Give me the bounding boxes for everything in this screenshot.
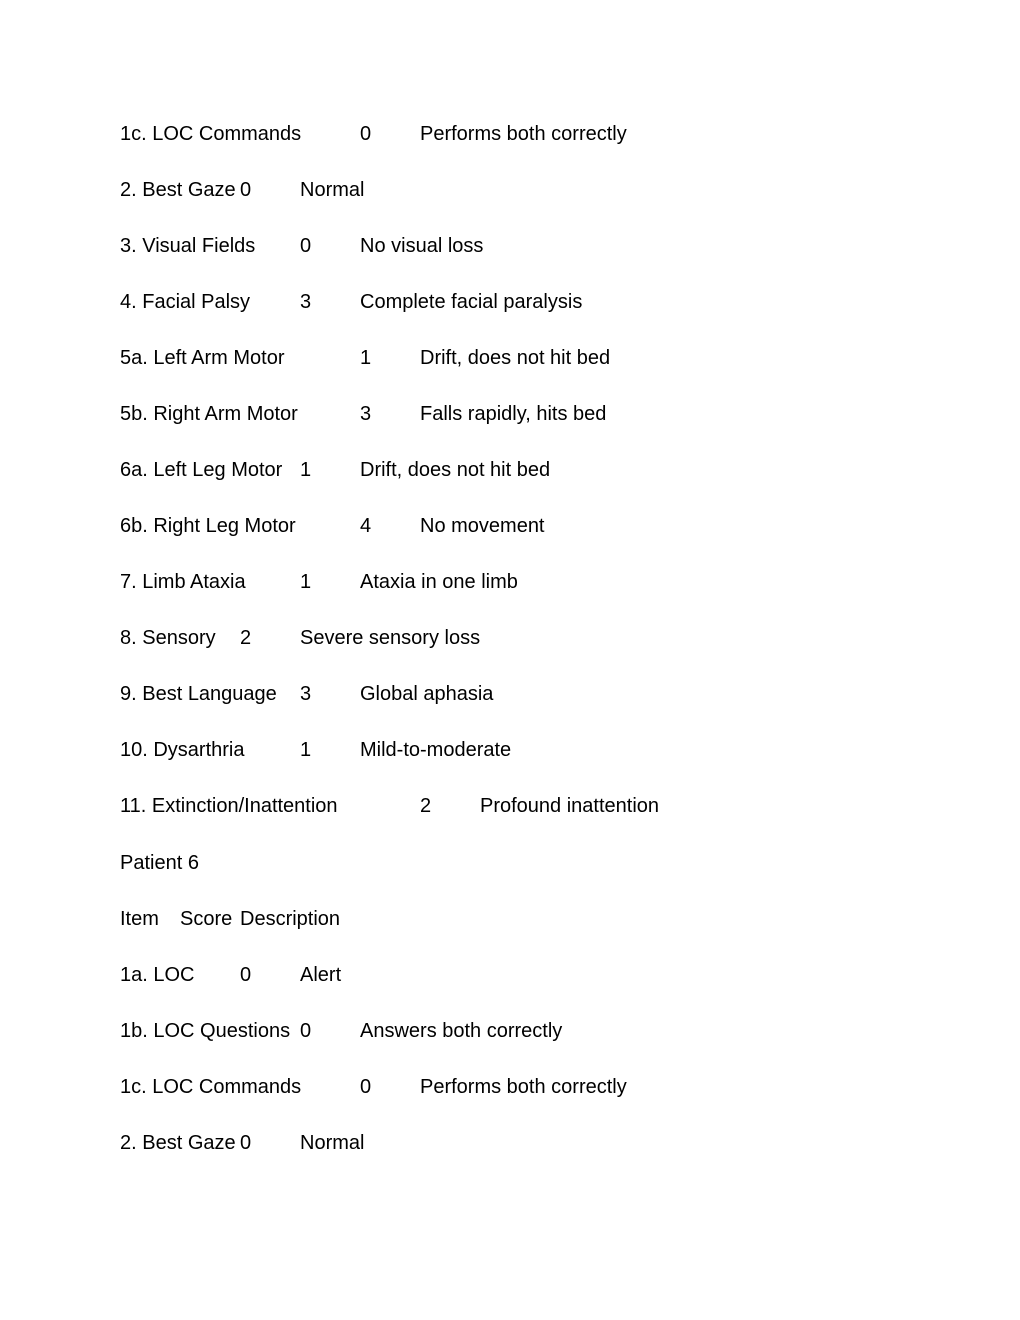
item-text: 10. Dysarthria	[120, 739, 245, 761]
item-text: 11. Extinction/Inattention	[120, 795, 338, 817]
score-text: 0	[360, 123, 372, 145]
item-text: 5a. Left Arm Motor	[120, 347, 285, 369]
item-text: 9. Best Language	[120, 683, 277, 705]
score-text: 3	[300, 291, 312, 313]
description-text: Global aphasia	[360, 683, 494, 705]
description-text: No visual loss	[360, 235, 484, 257]
item-text: 1b. LOC Questions	[120, 1020, 291, 1042]
score-text: 1	[300, 739, 312, 761]
score-text: 0	[300, 235, 312, 257]
patient-label: Patient 6	[120, 852, 199, 874]
item-text: 1c. LOC Commands	[120, 1076, 302, 1098]
description-text: Performs both correctly	[420, 1076, 627, 1098]
score-text: 1	[300, 571, 312, 593]
item-text: 2. Best Gaze	[120, 179, 236, 201]
item-text: 3. Visual Fields	[120, 235, 256, 257]
score-text: 1	[300, 459, 312, 481]
description-text: Drift, does not hit bed	[420, 347, 611, 369]
description-text: Profound inattention	[480, 795, 660, 817]
item-text: 8. Sensory	[120, 627, 216, 649]
score-text: 2	[420, 795, 432, 817]
score-text: 3	[360, 403, 372, 425]
description-text: Alert	[300, 964, 342, 986]
item-text: 7. Limb Ataxia	[120, 571, 246, 593]
description-text: Performs both correctly	[420, 123, 627, 145]
score-header: Score	[180, 908, 233, 930]
item-text: 5b. Right Arm Motor	[120, 403, 298, 425]
item-text: 1a. LOC	[120, 964, 195, 986]
item-text: 6b. Right Leg Motor	[120, 515, 296, 537]
score-text: 0	[240, 179, 252, 201]
item-text: 1c. LOC Commands	[120, 123, 302, 145]
score-text: 0	[240, 964, 252, 986]
description-text: Severe sensory loss	[300, 627, 481, 649]
description-text: Falls rapidly, hits bed	[420, 403, 607, 425]
description-text: Normal	[300, 1132, 365, 1154]
item-header: Item	[120, 908, 159, 930]
description-text: Mild-to-moderate	[360, 739, 512, 761]
score-text: 0	[240, 1132, 252, 1154]
score-text: 1	[360, 347, 372, 369]
item-text: 6a. Left Leg Motor	[120, 459, 283, 481]
score-text: 0	[300, 1020, 312, 1042]
description-text: Normal	[300, 179, 365, 201]
description-text: Drift, does not hit bed	[360, 459, 551, 481]
description-header: Description	[240, 908, 341, 930]
item-text: 2. Best Gaze	[120, 1132, 236, 1154]
score-text: 4	[360, 515, 372, 537]
description-text: Answers both correctly	[360, 1020, 563, 1042]
description-text: Complete facial paralysis	[360, 291, 583, 313]
description-text: Ataxia in one limb	[360, 571, 518, 593]
description-text: No movement	[420, 515, 545, 537]
score-text: 2	[240, 627, 252, 649]
score-text: 3	[300, 683, 312, 705]
item-text: 4. Facial Palsy	[120, 291, 251, 313]
score-text: 0	[360, 1076, 372, 1098]
